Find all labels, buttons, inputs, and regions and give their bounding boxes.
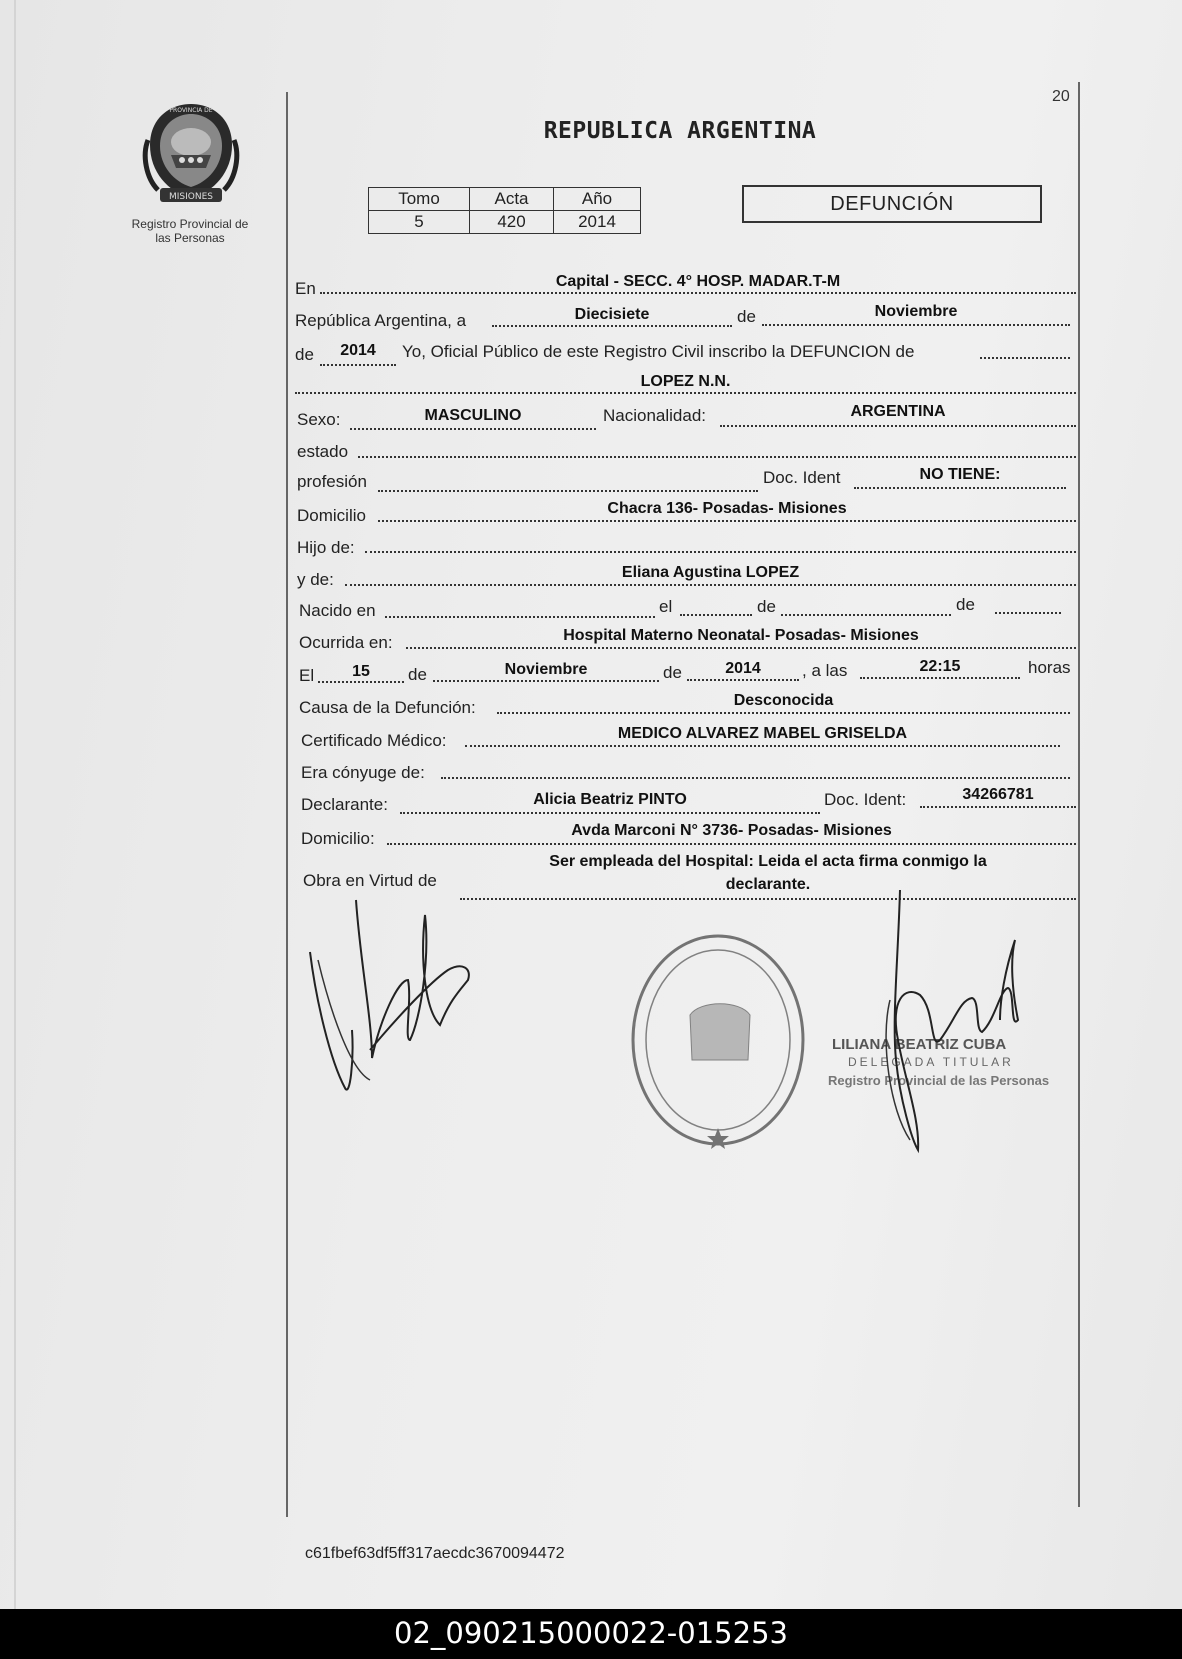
label-nacionalidad: Nacionalidad: bbox=[603, 406, 707, 425]
field-declarante-doc: 34266781 bbox=[962, 786, 1034, 803]
field-obra-line-1: Ser empleada del Hospital: Leida el acta firma conmigo la bbox=[549, 853, 987, 870]
label-yo-oficial: Yo, Oficial Público de este Registro Civil inscribo la DEFUNCION de bbox=[402, 342, 915, 361]
document-hash: c61fbef63df5ff317aecdc3670094472 bbox=[305, 1545, 565, 1562]
field-fallecido: LOPEZ N.N. bbox=[640, 373, 731, 390]
label-nacido-en: Nacido en bbox=[299, 601, 376, 620]
label-a-las: , a las bbox=[802, 661, 848, 680]
label-horas: horas bbox=[1028, 658, 1071, 677]
field-declarante: Alicia Beatriz PINTO bbox=[533, 791, 687, 808]
registry-line-1: Registro Provincial de bbox=[131, 217, 249, 231]
declarant-signature bbox=[310, 900, 469, 1090]
value-acta: 420 bbox=[470, 211, 554, 234]
label-ocurrida-en: Ocurrida en: bbox=[299, 633, 393, 652]
value-anio: 2014 bbox=[554, 211, 641, 234]
label-estado: estado bbox=[297, 442, 349, 461]
field-madre: Eliana Agustina LOPEZ bbox=[621, 564, 800, 581]
seal-text-bottom: MISIONES bbox=[168, 192, 214, 202]
label-sexo: Sexo: bbox=[297, 410, 341, 429]
label-declarante: Declarante: bbox=[301, 795, 388, 814]
header-tomo: Tomo bbox=[369, 188, 470, 211]
label-de-defuncion-mes: de bbox=[408, 665, 427, 684]
page-number: 20 bbox=[1052, 88, 1070, 105]
round-stamp bbox=[633, 936, 803, 1149]
header-acta: Acta bbox=[470, 188, 554, 211]
label-profesion: profesión bbox=[297, 472, 367, 491]
field-mes-defuncion: Noviembre bbox=[504, 661, 588, 678]
field-anio-defuncion: 2014 bbox=[725, 660, 761, 677]
label-en: En bbox=[295, 279, 316, 298]
field-causa: Desconocida bbox=[733, 692, 834, 709]
label-republica: República Argentina, a bbox=[295, 311, 467, 330]
field-dia: Diecisiete bbox=[574, 306, 650, 323]
label-conyuge: Era cónyuge de: bbox=[301, 763, 425, 782]
field-declarante-domicilio: Avda Marconi N° 3736- Posadas- Misiones bbox=[571, 822, 892, 839]
label-obra: Obra en Virtud de bbox=[303, 871, 437, 890]
field-certificado: MEDICO ALVAREZ MABEL GRISELDA bbox=[617, 725, 908, 742]
field-nacionalidad: ARGENTINA bbox=[850, 403, 946, 420]
field-lugar: Capital - SECC. 4° HOSP. MADAR.T-M bbox=[555, 273, 841, 290]
field-lugar-defuncion: Hospital Materno Neonatal- Posadas- Misiones bbox=[563, 627, 919, 644]
seal-text-top: PROVINCIA DE bbox=[169, 107, 213, 114]
field-hora: 22:15 bbox=[919, 658, 961, 675]
label-el: el bbox=[659, 597, 673, 616]
label-de-defuncion-anio: de bbox=[663, 663, 682, 682]
official-office: Registro Provincial de las Personas bbox=[828, 1073, 1050, 1088]
field-obra-line-2: declarante. bbox=[725, 876, 811, 893]
label-de-mes: de bbox=[737, 307, 756, 326]
scan-id-bar: 02_090215000022-015253 bbox=[0, 1609, 1182, 1659]
field-domicilio: Chacra 136- Posadas- Misiones bbox=[607, 500, 847, 517]
label-de-nacido-mes: de bbox=[757, 597, 776, 616]
label-domicilio-2: Domicilio: bbox=[301, 829, 375, 848]
page-title: REPUBLICA ARGENTINA bbox=[543, 118, 817, 144]
label-hijo-de: Hijo de: bbox=[297, 538, 355, 557]
official-signature bbox=[895, 890, 1018, 1150]
label-de-anio: de bbox=[295, 345, 314, 364]
value-tomo: 5 bbox=[369, 211, 470, 234]
field-dia-defuncion: 15 bbox=[352, 663, 370, 680]
field-anio: 2014 bbox=[340, 342, 376, 359]
label-el-cap: El bbox=[299, 666, 315, 685]
official-name: LILIANA BEATRIZ CUBA bbox=[832, 1036, 1007, 1053]
field-sexo: MASCULINO bbox=[424, 407, 522, 424]
label-doc-ident: Doc. Ident bbox=[763, 468, 841, 487]
registry-line-2: las Personas bbox=[155, 231, 225, 245]
label-y-de: y de: bbox=[297, 570, 334, 589]
field-doc-ident: NO TIENE: bbox=[919, 466, 1001, 483]
label-domicilio: Domicilio bbox=[297, 506, 366, 525]
header-anio: Año bbox=[554, 188, 641, 211]
label-doc-ident-2: Doc. Ident: bbox=[824, 790, 907, 809]
label-causa: Causa de la Defunción: bbox=[299, 698, 476, 717]
document-type-box: DEFUNCIÓN bbox=[742, 185, 1042, 223]
label-certificado: Certificado Médico: bbox=[301, 731, 447, 750]
label-de-nacido-anio: de bbox=[956, 595, 975, 614]
official-role: DELEGADA TITULAR bbox=[848, 1055, 1014, 1069]
field-mes: Noviembre bbox=[874, 303, 958, 320]
